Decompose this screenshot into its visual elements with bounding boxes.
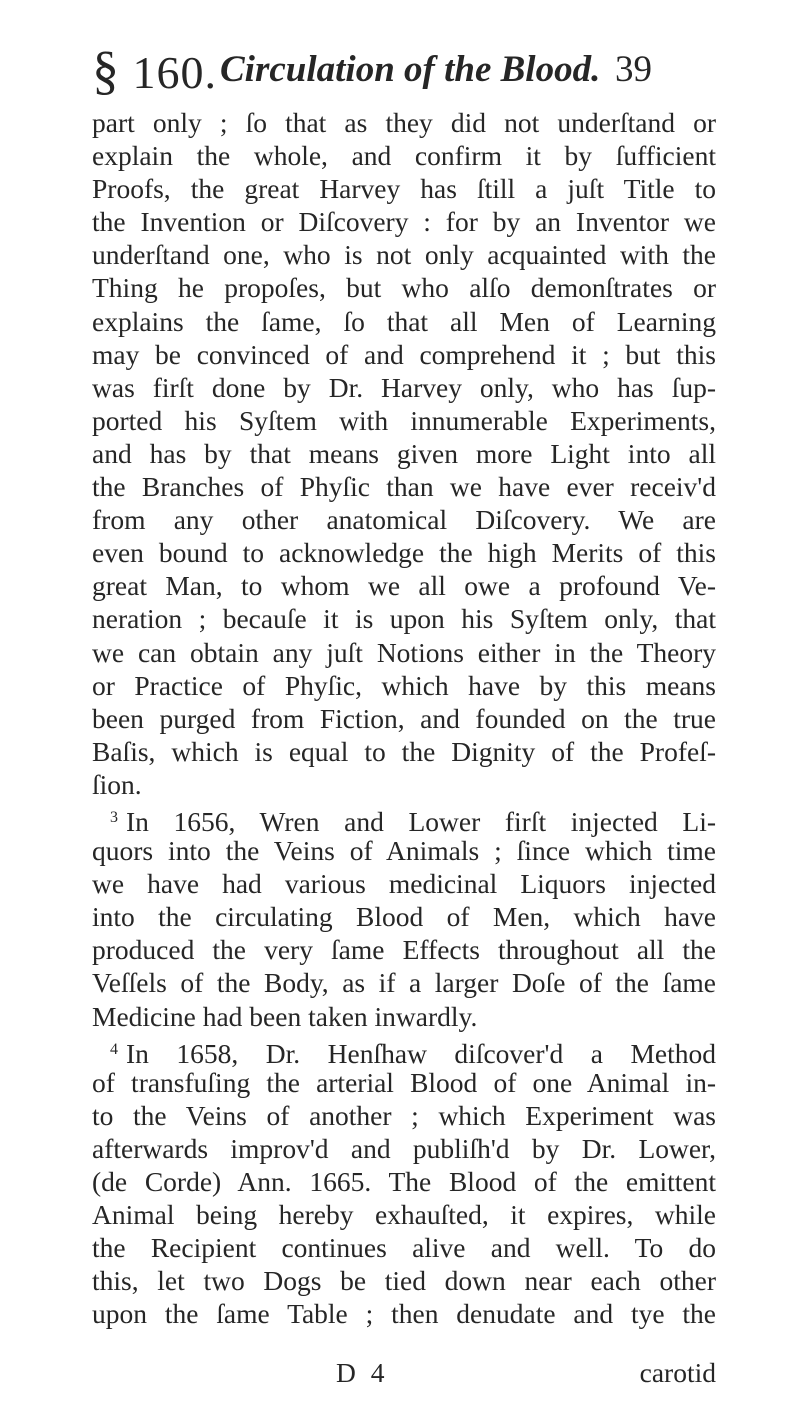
text-line: ported his Syſtem with innumerable Experiments, bbox=[92, 404, 716, 436]
text-line: the Invention or Diſcovery : for by an Inventor we bbox=[92, 206, 716, 238]
text-line: been purged from Fiction, and founded on the true bbox=[92, 702, 716, 734]
text-line: explains the ſame, ſo that all Men of Learning bbox=[92, 305, 716, 337]
text-line: part only ; ſo that as they did not underſtand or bbox=[92, 107, 716, 138]
text-line: Veſſels of the Body, as if a larger Doſe of the ſame bbox=[92, 967, 716, 999]
text-line: we have had various medicinal Liquors injected bbox=[92, 868, 716, 900]
text-line: may be convinced of and comprehend it ; but this bbox=[92, 338, 716, 370]
text-line: was firſt done by Dr. Harvey only, who has ſup- bbox=[92, 371, 716, 403]
page-footer bbox=[92, 1355, 716, 1391]
running-title: Circulation of the Blood. bbox=[220, 49, 601, 90]
text-line: (de Corde) Ann. 1665. The Blood of the emittent bbox=[92, 1166, 716, 1197]
text-line-content: In 1656, Wren and Lower firſt injected Li- bbox=[126, 805, 716, 837]
text-line: quors into the Veins of Animals ; ſince which time bbox=[92, 835, 716, 867]
text-line: great Man, to whom we all owe a profound Ve- bbox=[92, 570, 716, 602]
text-line: Baſis, which is equal to the Dignity of the Profeſ- bbox=[92, 735, 716, 767]
page-number: 39 bbox=[615, 49, 652, 90]
section-symbol: § bbox=[92, 40, 120, 100]
text-line: or Practice of Phyſic, which have by this means bbox=[92, 669, 716, 701]
text-line: to the Veins of another ; which Experiment was bbox=[92, 1099, 716, 1131]
text-line: produced the very ſame Effects throughout all the bbox=[92, 934, 716, 966]
text-line: the Recipient continues alive and well. To do bbox=[92, 1232, 716, 1264]
note-4-line bbox=[92, 1033, 716, 1069]
text-line: this, let two Dogs be tied down near each other bbox=[92, 1265, 716, 1297]
text-line: into the circulating Blood of Men, which have bbox=[92, 901, 716, 933]
text-line: and has by that means given more Light into all bbox=[92, 437, 716, 469]
text-line: neration ; becauſe it is upon his Syſtem only, that bbox=[92, 603, 716, 635]
text-line: Thing he propoſes, but who alſo demonſtrates or bbox=[92, 272, 716, 304]
text-line: of transfuſing the arterial Blood of one Animal in- bbox=[92, 1066, 716, 1098]
text-line: Medicine had been taken inwardly. bbox=[92, 1000, 478, 1032]
catchword: carotid bbox=[639, 1357, 716, 1388]
section-number: 160. bbox=[132, 47, 217, 98]
text-line: ſion. bbox=[92, 768, 142, 800]
text-line: we can obtain any juſt Notions either in the Theory bbox=[92, 636, 716, 668]
text-line: explain the whole, and confirm it by ſufficient bbox=[92, 140, 716, 172]
text-line: Proofs, the great Harvey has ſtill a juſt Title to bbox=[92, 173, 716, 205]
text-line: underſtand one, who is not only acquainted with the bbox=[92, 239, 716, 271]
text-line-content: In 1658, Dr. Henſhaw diſcover'd a Method bbox=[126, 1037, 716, 1069]
note-3-line bbox=[92, 801, 716, 837]
body-text bbox=[92, 106, 716, 1330]
running-header bbox=[92, 40, 652, 100]
signature-mark: D 4 bbox=[336, 1357, 389, 1388]
text-line: Animal being hereby exhauſted, it expires, while bbox=[92, 1199, 716, 1231]
text-line: the Branches of Phyſic than we have ever receiv'd bbox=[92, 471, 716, 503]
text-line: from any other anatomical Diſcovery. We are bbox=[92, 504, 716, 536]
note-number-3: 3 bbox=[110, 808, 118, 826]
section-mark bbox=[92, 40, 217, 103]
text-line: upon the ſame Table ; then denudate and tye the bbox=[92, 1298, 716, 1330]
note-number-4: 4 bbox=[110, 1040, 118, 1058]
text-line: even bound to acknowledge the high Merits of this bbox=[92, 537, 716, 569]
text-line: afterwards improv'd and publiſh'd by Dr. Lower, bbox=[92, 1132, 716, 1164]
